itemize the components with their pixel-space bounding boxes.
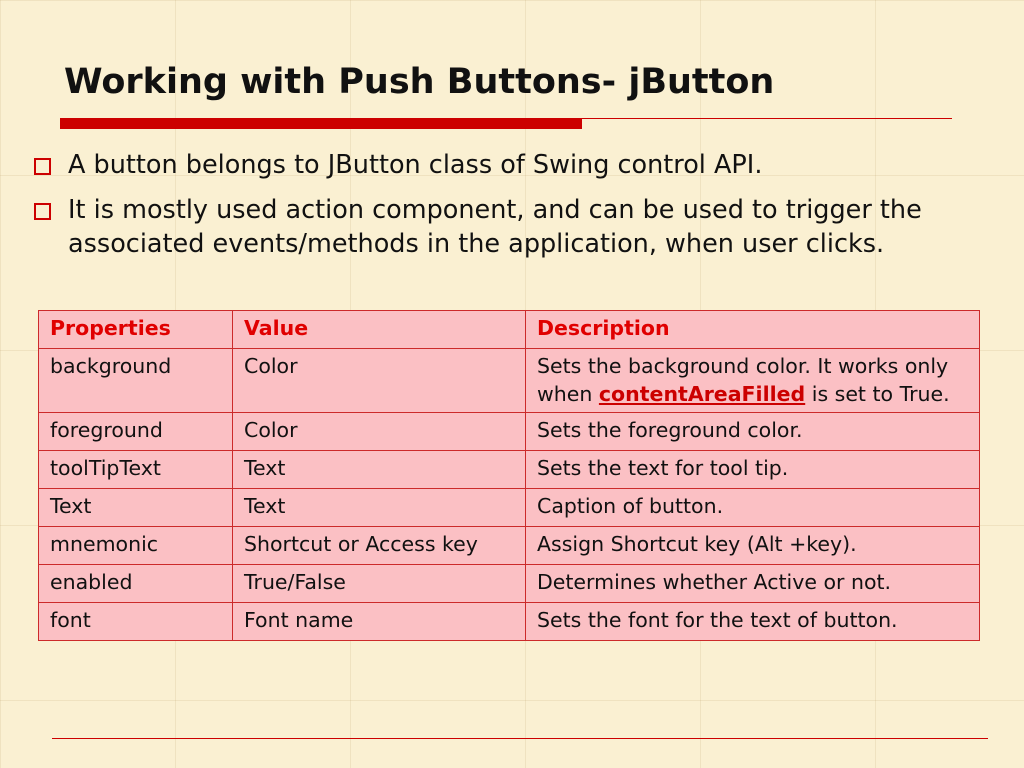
title-underline-bar — [60, 118, 582, 129]
bullet-item — [34, 148, 984, 182]
cell-property: Text — [39, 489, 233, 527]
table-row — [39, 413, 980, 451]
cell-value: Text — [233, 489, 526, 527]
table-row — [39, 565, 980, 603]
cell-property: enabled — [39, 565, 233, 603]
title-underline-rule — [582, 118, 952, 119]
cell-description: Sets the font for the text of button. — [526, 603, 980, 641]
cell-value: Font name — [233, 603, 526, 641]
square-bullet-icon — [34, 158, 51, 175]
properties-table — [38, 310, 980, 641]
square-bullet-icon — [34, 203, 51, 220]
cell-property: mnemonic — [39, 527, 233, 565]
cell-value: True/False — [233, 565, 526, 603]
table-row — [39, 603, 980, 641]
table-row — [39, 489, 980, 527]
table-header-row — [39, 311, 980, 349]
cell-value: Color — [233, 349, 526, 413]
bullet-text: A button belongs to JButton class of Swing control API. — [68, 150, 763, 180]
bullet-item — [34, 193, 984, 261]
cell-description: Sets the text for tool tip. — [526, 451, 980, 489]
footer-rule — [52, 738, 988, 739]
cell-property: font — [39, 603, 233, 641]
header-value: Value — [233, 311, 526, 349]
cell-description: Sets the foreground color. — [526, 413, 980, 451]
cell-value: Shortcut or Access key — [233, 527, 526, 565]
cell-value: Text — [233, 451, 526, 489]
cell-value: Color — [233, 413, 526, 451]
bullet-text: It is mostly used action component, and can be used to trigger the associated events/methods in the application, when user clicks. — [68, 195, 922, 259]
cell-property: toolTipText — [39, 451, 233, 489]
cell-description — [526, 349, 980, 413]
cell-description: Caption of button. — [526, 489, 980, 527]
slide-title: Working with Push Buttons- jButton — [64, 62, 775, 102]
table-row — [39, 527, 980, 565]
description-text: is set to True. — [811, 381, 950, 406]
table-row — [39, 349, 980, 413]
table-row — [39, 451, 980, 489]
cell-description: Determines whether Active or not. — [526, 565, 980, 603]
cell-description: Assign Shortcut key (Alt +key). — [526, 527, 980, 565]
description-text: Sets the background color. It works only when — [537, 354, 949, 406]
content-area-filled-link[interactable]: contentAreaFilled — [598, 381, 806, 406]
cell-property: foreground — [39, 413, 233, 451]
header-properties: Properties — [39, 311, 233, 349]
cell-property: background — [39, 349, 233, 413]
header-description: Description — [526, 311, 980, 349]
bullet-list — [34, 148, 984, 272]
